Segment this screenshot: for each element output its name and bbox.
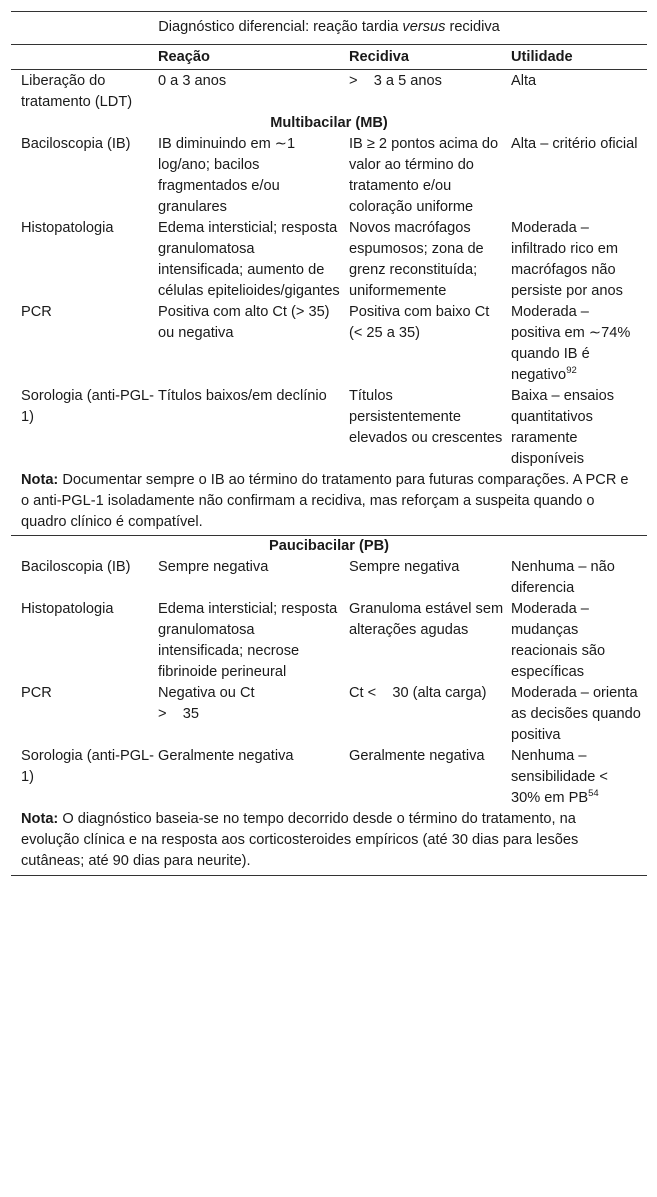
header-recidiva: Recidiva bbox=[349, 49, 410, 65]
cell-utilidade: Moderada – orienta as decisões quando positiva bbox=[511, 685, 641, 743]
note-multibacilar bbox=[11, 470, 647, 535]
table-row bbox=[11, 134, 647, 218]
table-row bbox=[11, 302, 647, 386]
cell-recidiva: Novos macrófagos espumosos; zona de grenz reconstituída; uniformemente bbox=[349, 220, 484, 299]
cell-criterion: Baciloscopia (IB) bbox=[21, 559, 131, 575]
table-row bbox=[11, 746, 647, 809]
table-title bbox=[11, 11, 647, 45]
cell-reacao: 0 a 3 anos bbox=[158, 73, 227, 89]
cell-criterion: Histopatologia bbox=[21, 220, 114, 236]
cell-utilidade: Moderada – infiltrado rico em macrófagos não persiste por anos bbox=[511, 220, 623, 299]
header-row bbox=[11, 45, 647, 70]
header-empty bbox=[11, 47, 158, 68]
note-label: Nota: bbox=[21, 811, 59, 827]
table-row bbox=[11, 218, 647, 302]
title-italic: versus bbox=[402, 19, 446, 35]
table-row bbox=[11, 386, 647, 470]
cell-utilidade bbox=[511, 746, 647, 809]
section-multibacilar: Multibacilar (MB) bbox=[270, 115, 388, 131]
cell-recidiva: > 3 a 5 anos bbox=[349, 73, 442, 89]
cell-reacao: Negativa ou Ct > 35 bbox=[158, 685, 255, 722]
title-prefix: Diagnóstico diferencial: reação tardia bbox=[158, 19, 403, 35]
reference-superscript: 54 bbox=[588, 788, 599, 800]
cell-reacao: Positiva com alto Ct (> 35) ou negativa bbox=[158, 304, 330, 341]
cell-utilidade bbox=[511, 302, 647, 386]
note-label: Nota: bbox=[21, 472, 59, 488]
table-row bbox=[11, 557, 647, 599]
cell-utilidade: Alta – critério oficial bbox=[511, 136, 638, 152]
title-suffix: recidiva bbox=[445, 19, 500, 35]
reference-superscript: 92 bbox=[566, 365, 577, 377]
cell-recidiva: Ct < 30 (alta carga) bbox=[349, 685, 487, 701]
cell-criterion: Baciloscopia (IB) bbox=[21, 136, 131, 152]
cell-recidiva: IB ≥ 2 pontos acima do valor ao término do tratamento e/ou coloração uniforme bbox=[349, 136, 499, 215]
cell-reacao: Sempre negativa bbox=[158, 559, 269, 575]
cell-recidiva: Títulos persistentemente elevados ou crescentes bbox=[349, 388, 503, 446]
note-text: Documentar sempre o IB ao término do tratamento para futuras comparações. A PCR e o anti-PGL-1 isoladamente não confirmam a recidiva, mas reforçam a suspeita quando o quadro clínico é compatível. bbox=[21, 472, 629, 530]
table-row-ldt bbox=[11, 70, 647, 113]
section-paucibacilar: Paucibacilar (PB) bbox=[11, 535, 647, 557]
table-row bbox=[11, 683, 647, 746]
cell-recidiva: Geralmente negativa bbox=[349, 748, 485, 764]
cell-utilidade: Baixa – ensaios quantitativos raramente disponíveis bbox=[511, 388, 615, 467]
cell-utilidade-text: Moderada – positiva em ∼74% quando IB é negativo bbox=[511, 304, 631, 383]
cell-criterion: PCR bbox=[21, 304, 52, 320]
cell-criterion: Sorologia (anti-PGL-1) bbox=[21, 748, 155, 785]
differential-table bbox=[11, 11, 647, 876]
header-reacao: Reação bbox=[158, 49, 210, 65]
cell-utilidade: Moderada – mudanças reacionais são específicas bbox=[511, 601, 606, 680]
cell-criterion: Histopatologia bbox=[21, 601, 114, 617]
note-text: O diagnóstico baseia-se no tempo decorrido desde o término do tratamento, na evolução clínica e na resposta aos corticosteroides empíricos (até 30 dias para lesões cutâneas; até 90 dias para neurite). bbox=[21, 811, 579, 869]
cell-utilidade: Nenhuma – não diferencia bbox=[511, 559, 615, 596]
cell-reacao: Edema intersticial; resposta granulomatosa intensificada; necrose fibrinoide perineural bbox=[158, 601, 338, 680]
header-utilidade: Utilidade bbox=[511, 49, 573, 65]
note-paucibacilar bbox=[11, 809, 647, 876]
cell-reacao: Geralmente negativa bbox=[158, 748, 294, 764]
cell-reacao: Títulos baixos/em declínio bbox=[158, 388, 327, 404]
cell-criterion: Liberação do tratamento (LDT) bbox=[21, 73, 133, 110]
cell-recidiva: Positiva com baixo Ct (< 25 a 35) bbox=[349, 304, 490, 341]
cell-criterion: PCR bbox=[21, 685, 52, 701]
table-row bbox=[11, 599, 647, 683]
cell-recidiva: Granuloma estável sem alterações agudas bbox=[349, 601, 504, 638]
cell-reacao: IB diminuindo em ∼1 log/ano; bacilos fragmentados e/ou granulares bbox=[158, 136, 296, 215]
cell-recidiva: Sempre negativa bbox=[349, 559, 460, 575]
cell-reacao: Edema intersticial; resposta granulomatosa intensificada; aumento de células epitelioides/gigantes bbox=[158, 220, 340, 299]
cell-utilidade-text: Nenhuma – sensibilidade < 30% em PB bbox=[511, 748, 625, 806]
cell-criterion: Sorologia (anti-PGL-1) bbox=[21, 388, 155, 425]
cell-utilidade: Alta bbox=[511, 73, 537, 89]
